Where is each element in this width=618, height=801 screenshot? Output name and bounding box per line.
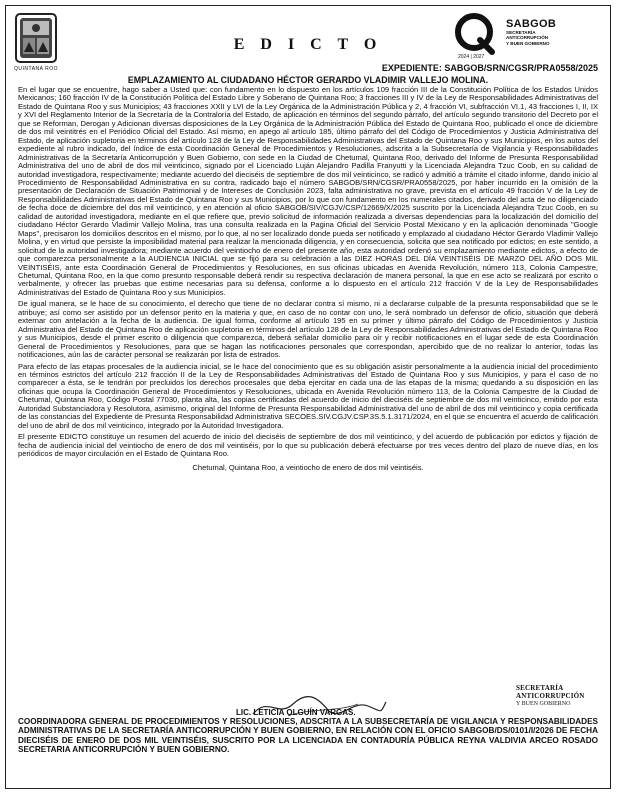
edict-body — [18, 86, 598, 476]
body-paragraph-4: El presente EDICTO constituye un resumen del acuerdo de inicio del dieciséis de septiembre de dos mil veinticinco, y del acuerdo de publicación por edictos y fijación de fecha de audiencia inicial del veintiocho de enero de dos mil veintiséis, por lo que su publicación deberá efectuarse por tres veces dentro del plazo de nueve días, en los periódicos de mayor circulación en el Estado de Quintana Roo. — [18, 432, 598, 459]
place-and-date: Chetumal, Quintana Roo, a veintiocho de enero de dos mil veintiséis. — [192, 463, 424, 473]
edict-page — [5, 5, 611, 789]
logo-caption: 2024 | 2027 — [458, 54, 485, 60]
brand-name: SABGOB — [506, 18, 557, 30]
seal-caption: QUINTANA ROO — [14, 66, 58, 72]
case-file-number: EXPEDIENTE: SABGOB/SRN/CGSR/PRA0558/2025 — [381, 63, 598, 73]
body-paragraph-2: De igual manera, se le hace de su conocimiento, el derecho que tiene de no declarar contra sí mismo, ni a declararse culpable de la presunta responsabilidad que se le atribuye; así como ser asistido por un defensor perito en la materia y que, en caso de no contar con uno, le será nombrado un defensor de oficio, situación que deberá externar con antelación a la fecha de la audiencia. De igual forma, conforme al artículo 195 en su primer y último párrafo del Código de Procedimientos y Justicia Administrativa del Estado de Quintana Roo de aplicación supletoria en términos del artículo 128 de la Ley de Responsabilidades Administrativas del Estado de Quintana Roo y sus Municipios, desde el primer escrito o diligencia que comparezca, deberá señalar domicilio para oír y recibir notificaciones en el lugar sede de esta Coordinación General de Procedimientos y Resoluciones, para que se hagan las notificaciones personales que correspondan, apercibido que de no realizar lo anterior, todas las notificaciones, aún las de carácter personal se realizarán por lista de estrados. — [18, 299, 598, 360]
body-paragraph-1: En el lugar que se encuentre, hago saber a Usted que: con fundamento en lo dispuesto en los artículos 109 fracción III de la Constitución Política de los Estados Unidos Mexicanos; 160 fracción IV de la Constitución Política del Estado Libre y Soberano de Quintana Roo; 3 fracciones III y IV de la Ley de Responsabilidades Administrativas del Estado de Quintana Roo y sus Municipios; 43 fracciones XXII y LVI de la Ley Orgánica de la Administración Pública y 2, 4 fracción VI, subfracción VI.1, 43 fracciones I, II, IX y XVI del Reglamento Interior de la Secretaría de la Contraloría del Estado, de aplicación en términos del segundo párrafo, del artículo segundo transitorio del Decreto por el que se Reforman, Derogan y Adicionan diversas disposiciones de la Ley Orgánica de la Administración Pública del Estado de Quintana Roo, publicado el once de diciembre de dos mil veintitrés en el Periódico Oficial del Estado. Así mismo, en apego al artículo 185, último párrafo del del Código de Procedimientos y Justicia Administrativa del Estado, de aplicación supletoria en términos del artículo 128 de la Ley de Responsabilidades Administrativas del Estado de Quintana Roo y sus Municipios, en los autos del expediente al rubro indicado, del índice de esta Coordinación General de Procedimientos y Resoluciones, adscrita a la Subsecretaría de Vigilancia y Responsabilidades Administrativas de la Secretaría Anticorrupción y Buen Gobierno, con sede en la Ciudad de Chetumal, Quintana Roo, derivado del Informe de Presunta Responsabilidad Administrativa del uno de abril de dos mil veinticinco, signado por el Licenciado Luján Alejandro Padilla Franyutti y la Licenciada Alejandra Tzuc Coob, en su calidad de autoridad investigadora, respectivamente; mediante acuerdo del dieciséis de septiembre de dos mil veinticinco, se radicó y admitió a trámite el citado informe, dando inicio al Procedimiento de Responsabilidad Administrativa en su contra, radicado bajo el número SABGOB/SRN/CGSR/PRA0558/2025, por haber incurrido en la omisión de la presentación de Declaración de Situación Patrimonial y de Intereses de Conclusión 2023, falta administrativa no grave, prevista en el artículo 49 fracción V de la Ley de Responsabilidades Administrativas del Estado de Quintana Roo y sus Municipios, por lo que con fundamento en los numerales citados, derivado del acta de no diligenciado de fecha doce de diciembre del dos mil veinticinco, y en atención al oficio SABGOB/SIV/CGJV/CSP/12669/X/2025 suscrito por la Licenciada Alejandra Tzuc Coob, en su calidad de autoridad investigadora, mediante en el que refiere que, previo solicitud de información realizada a diversas dependencias para la localización del domicilio del ciudadano Héctor Gerardo Vladimir Vallejo Molina, tras una consulta realizada en la Pagina Oficial del Servicio Postal Mexicano y en la aplicación denominada "Google Maps", precisaron los domicilios descritos en el mismo, por lo que, al no ser localizado donde pueda ser notificado y emplazado al ciudadano Héctor Gerardo Vladimir Vallejo Molina, y en virtud que persiste la imposibilidad material para realizar la mencionada diligencia, y en consecuencia, solicita que sea notificado por edictos; en este sentido, a solicitud de la autoridad investigadora; mediante acuerdo del veintiocho de enero del presente año, esta autoridad ordenó su emplazamiento mediante edictos, a efecto de que comparezca personalmente a la AUDIENCIA INICIAL que se fijó para su celebración a las DIEZ HORAS DEL DÍA VEINTISÉIS DE MARZO DEL AÑO DOS MIL VEINTISÉIS, ante esta Coordinación General de Procedimientos y Resoluciones, en sus oficinas ubicadas en Avenida Revolución, número 113, Colonia Campestre, Chetumal, Quintana Roo, en la que como presunto responsable deberá rendir su respectiva declaración de manera personal, la que en ese acto se realizará por escrito o verbalmente, y ofrecer las pruebas que estime necesarias para su defensa, conforme a lo dispuesto en el artículo 212 fracción V de la Ley de Responsabilidades Administrativas del Estado de Quintana Roo y sus Municipios. — [18, 85, 598, 297]
stamp-line-2: Y BUEN GOBIERNO — [516, 701, 571, 707]
brand-sub-1: SECRETARÍA — [506, 30, 536, 35]
summons-heading: EMPLAZAMIENTO AL CIUDADANO HÉCTOR GERARDO VLADIMIR VALLEJO MOLINA. — [127, 75, 489, 85]
body-paragraph-3: Para efecto de las etapas procesales de la audiencia inicial, se le hace del conocimiento que es su obligación asistir personalmente a la audiencia inicial del procedimiento en términos estrictos del artículo 212 fracción II de la Ley de Responsabilidades Administrativas del Estado de Quintana Roo y sus Municipios, y para el caso de no comparecer a ésta, se le tendrán por precluidos los derechos procesales que deba ejercitar en cada una de las etapas de la misma; quedando a su disposición en las oficinas que ocupa la Coordinación General de Procedimientos y Resoluciones, ubicada en Avenida Revolución número 113, de la Colonia Campestre de la Ciudad de Chetumal, Quintana Roo, Código Postal 77030, planta alta, las copias certificadas del acuerdo de inicio del dieciséis de septiembre de dos mil veinticinco, emitido por esta Autoridad Substanciadora y Resolutora, asimismo, original del Informe de Presunta Responsabilidad Administrativa del uno de abril de dos mil veinticinco y copia certificada de las constancias del Expediente de Presunta Responsabilidad Administrativa SECOES.SIV.CGJV.CSP.3S.5.1.3171/2024, en el que se encuentra el acuerdo de calificación del uno de abril de dos mil veinticinco, integrado por la Autoridad Investigadora. — [18, 361, 598, 430]
sabgob-logo-icon — [452, 12, 500, 56]
signatory-name: LIC. LETICIA OLGUÍN VARGAS. — [236, 708, 356, 717]
official-stamp — [516, 684, 611, 707]
sabgob-brand — [506, 18, 606, 46]
brand-sub-3: Y BUEN GOBIERNO — [506, 40, 550, 46]
brand-sub-2: ANTICORRUPCIÓN — [506, 35, 549, 41]
stamp-line-1: SECRETARÍA ANTICORRUPCIÓN — [516, 684, 585, 700]
signatory-title: COORDINADORA GENERAL DE PROCEDIMIENTOS Y RESOLUCIONES, ADSCRITA A LA SUBSECRETARÍA DE VIGILANCIA Y RESPONSABILIDADES ADMINISTRATIVAS DE LA SECRETARÍA ANTICORRUPCIÓN Y BUEN GOBIERNO, EN RELACIÓN CON EL OFICIO SABGOB/DS/0101/I/2026 DE FECHA DIECISÉIS DE ENERO DE DOS MIL VEINTISÉIS, SUSCRITO POR LA LICENCIADA EN CONTADURÍA PÚBLICA REYNA VALDIVIA ARCEO ROSADO SECRETARIA ANTICORRUPCIÓN Y BUEN GOBIERNO. — [18, 717, 598, 754]
document-title: E D I C T O — [233, 36, 383, 53]
